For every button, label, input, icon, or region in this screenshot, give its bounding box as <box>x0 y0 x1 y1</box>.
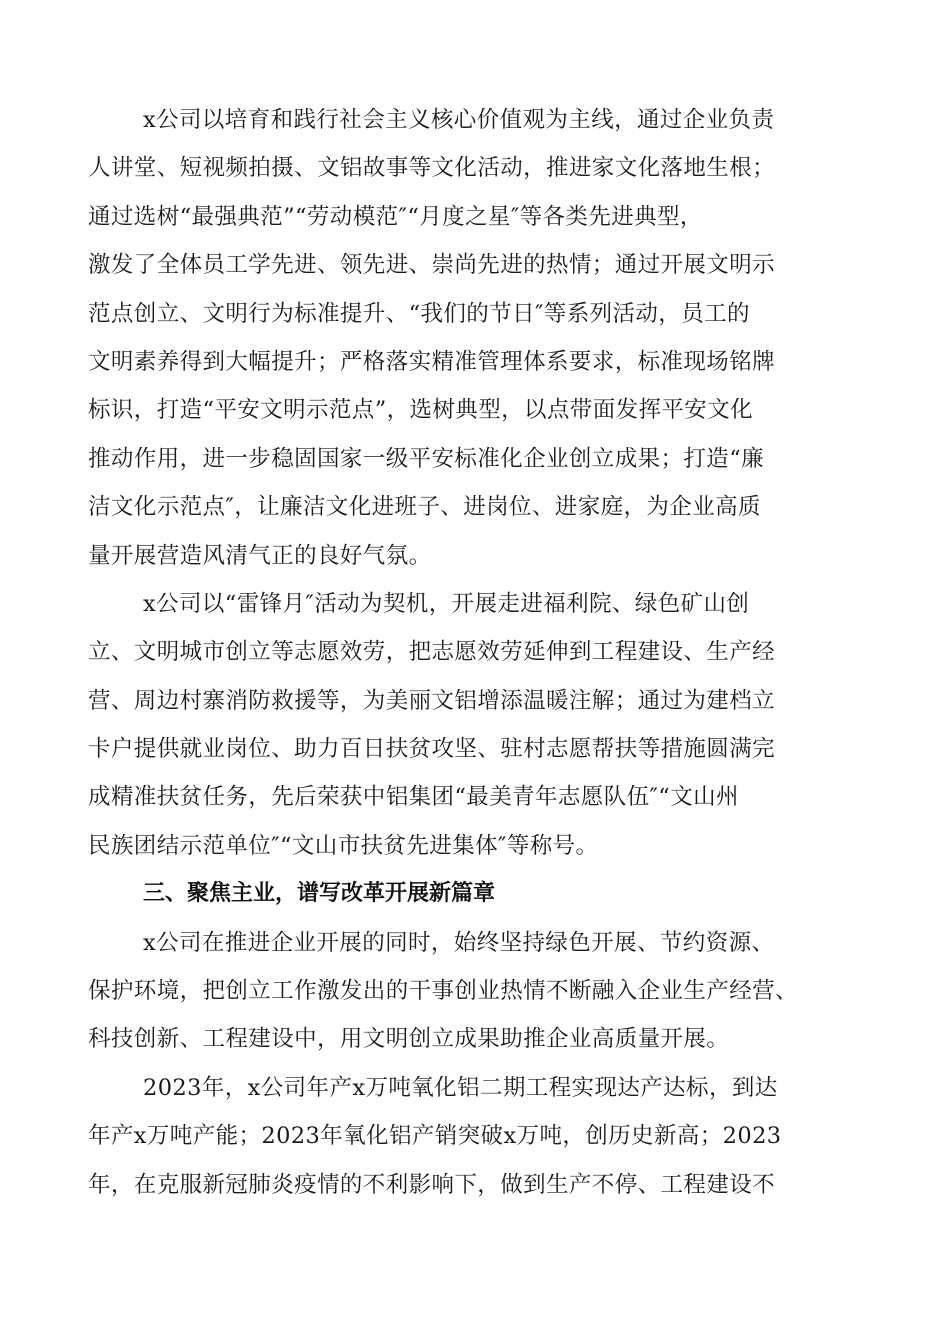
text-line: x公司以培育和践行社会主义核心价值观为主线，通过企业负责 <box>143 107 775 133</box>
text-line: 立、文明城市创立等志愿效劳，把志愿效劳延伸到工程建设、生产经 <box>88 639 776 666</box>
paragraph-4 <box>88 1064 868 1209</box>
text-line: 标识，打造“平安文明示范点”，选树典型，以点带面发挥平安文化 <box>88 397 754 424</box>
text-line: 营、周边村寨消防救援等，为美丽文铝增添温暖注解；通过为建档立 <box>88 687 776 714</box>
text-line: 量开展营造风清气正的良好气氛。 <box>88 542 432 569</box>
paragraph-1 <box>88 96 868 580</box>
text-line: 洁文化示范点″，让廉洁文化进班子、进岗位、进家庭，为企业高质 <box>88 494 761 521</box>
text-line: 民族团结示范单位″“文山市扶贫先进集体″等称号。 <box>88 832 599 859</box>
section-heading: 三、聚焦主业，谱写改革开展新篇章 <box>143 881 496 907</box>
text-line: 年，在克服新冠肺炎疫情的不利影响下，做到生产不停、工程建设不 <box>88 1171 776 1198</box>
paragraph-3 <box>88 919 868 1064</box>
paragraph-2 <box>88 580 868 870</box>
text-line: 年产x万吨产能；2023年氧化铝产销突破x万吨，创历史新高；2023 <box>88 1123 782 1150</box>
text-line: x公司以“雷锋月″活动为契机，开展走进福利院、绿色矿山创 <box>143 590 750 617</box>
text-line: 范点创立、文明行为标准提升、“我们的节日″等系列活动，员工的 <box>88 300 750 327</box>
text-line: 卡户提供就业岗位、助力百日扶贫攻坚、驻村志愿帮扶等措施圆满完 <box>88 736 776 763</box>
text-line: 推动作用，进一步稳固国家一级平安标准化企业创立成果；打造“廉 <box>88 445 765 472</box>
text-line: x公司在推进企业开展的同时，始终坚持绿色开展、节约资源、 <box>143 929 775 956</box>
text-line: 人讲堂、短视频拍摄、文铝故事等文化活动，推进家文化落地生根； <box>88 155 776 182</box>
text-line: 保护环境，把创立工作激发出的干事创业热情不断融入企业生产经营、 <box>88 978 798 1005</box>
text-line: 科技创新、工程建设中，用文明创立成果助推企业高质量开展。 <box>88 1026 730 1053</box>
document-body <box>88 96 868 1209</box>
text-line: 通过选树“最强典范”“劳动模范″“月度之星″等各类先进典型， <box>88 203 703 230</box>
text-line: 2023年，x公司年产x万吨氧化铝二期工程实现达产达标，到达 <box>143 1074 778 1101</box>
text-line: 激发了全体员工学先进、领先进、崇尚先进的热情；通过开展文明示 <box>88 252 776 279</box>
text-line: 文明素养得到大幅提升；严格落实精准管理体系要求，标准现场铭牌 <box>88 348 776 375</box>
text-line: 成精准扶贫任务，先后荣获中铝集团“最美青年志愿队伍″“文山州 <box>88 784 739 811</box>
